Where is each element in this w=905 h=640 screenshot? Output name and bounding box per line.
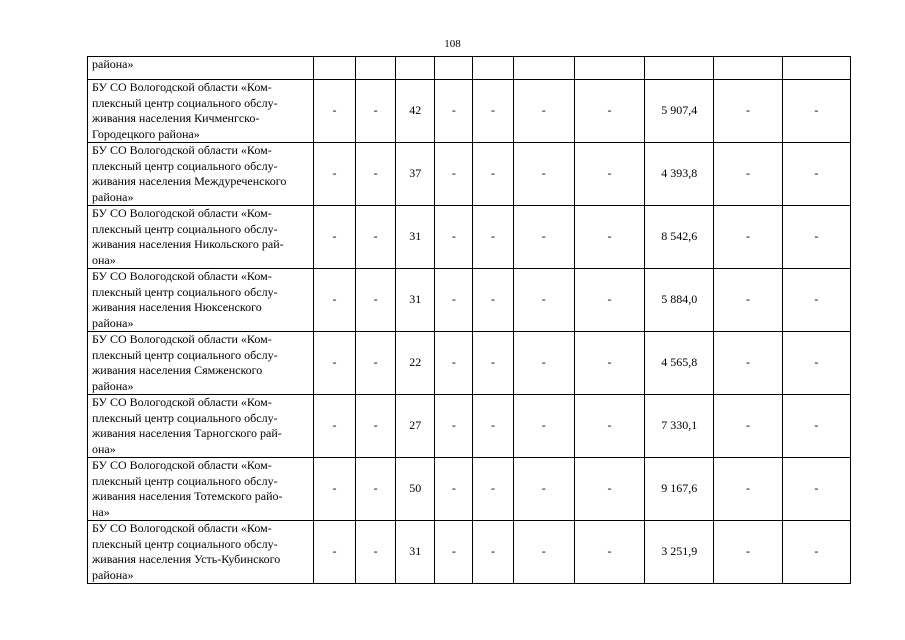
value-cell-c1: - bbox=[313, 80, 355, 143]
value-cell-c10: - bbox=[782, 80, 850, 143]
organization-name-line: плексный центр социального обслу- bbox=[92, 473, 278, 488]
organization-name-line: плексный центр социального обслу- bbox=[92, 95, 278, 110]
organization-name-line: она» bbox=[92, 252, 116, 267]
value-cell-c4: - bbox=[435, 206, 473, 269]
value-cell-c10: - bbox=[782, 206, 850, 269]
value-cell-c2: - bbox=[356, 332, 396, 395]
table-row bbox=[88, 332, 851, 395]
organization-name-cell bbox=[88, 80, 314, 143]
organization-name-line: БУ СО Вологодской области «Ком- bbox=[92, 521, 272, 535]
value-cell-c9: - bbox=[714, 269, 782, 332]
organization-name-line: она» bbox=[92, 441, 116, 456]
empty-cell bbox=[574, 57, 644, 80]
value-cell-c4: - bbox=[435, 332, 473, 395]
value-cell-c6: - bbox=[513, 269, 574, 332]
value-cell-c8: 4 393,8 bbox=[645, 143, 714, 206]
value-cell-c7: - bbox=[574, 80, 644, 143]
empty-cell bbox=[356, 57, 396, 80]
organization-name-line: района» bbox=[92, 315, 134, 330]
organization-name-line: живания населения Сямженского bbox=[92, 363, 263, 377]
value-cell-c7: - bbox=[574, 395, 644, 458]
value-cell-c2: - bbox=[356, 458, 396, 521]
organization-name-line: БУ СО Вологодской области «Ком- bbox=[92, 269, 272, 283]
value-cell-c6: - bbox=[513, 80, 574, 143]
organization-name-line: плексный центр социального обслу- bbox=[92, 158, 278, 173]
value-cell-c5: - bbox=[473, 80, 513, 143]
value-cell-c7: - bbox=[574, 206, 644, 269]
organization-name-line: плексный центр социального обслу- bbox=[92, 347, 278, 362]
value-cell-c5: - bbox=[473, 332, 513, 395]
value-cell-c8: 4 565,8 bbox=[645, 332, 714, 395]
organization-name-line: района» bbox=[92, 378, 134, 393]
value-cell-c4: - bbox=[435, 143, 473, 206]
value-cell-c2: - bbox=[356, 80, 396, 143]
page-number: 108 bbox=[444, 38, 461, 50]
value-cell-c6: - bbox=[513, 332, 574, 395]
continuation-row bbox=[88, 57, 851, 80]
value-cell-c1: - bbox=[313, 269, 355, 332]
value-cell-c9: - bbox=[714, 332, 782, 395]
empty-cell bbox=[714, 57, 782, 80]
organization-name-line: БУ СО Вологодской области «Ком- bbox=[92, 458, 272, 472]
organization-name-line: плексный центр социального обслу- bbox=[92, 284, 278, 299]
value-cell-c4: - bbox=[435, 521, 473, 584]
organization-name-line: района» bbox=[92, 189, 134, 204]
value-cell-c3: 31 bbox=[396, 521, 435, 584]
organization-name-line: плексный центр социального обслу- bbox=[92, 221, 278, 236]
value-cell-c3: 42 bbox=[396, 80, 435, 143]
value-cell-c1: - bbox=[313, 332, 355, 395]
value-cell-c9: - bbox=[714, 80, 782, 143]
value-cell-c4: - bbox=[435, 269, 473, 332]
value-cell-c5: - bbox=[473, 206, 513, 269]
organization-name-line: живания населения Нюксенского bbox=[92, 300, 262, 314]
value-cell-c7: - bbox=[574, 143, 644, 206]
value-cell-c10: - bbox=[782, 458, 850, 521]
value-cell-c6: - bbox=[513, 521, 574, 584]
organization-name-line: живания населения Междуреченского bbox=[92, 174, 287, 188]
value-cell-c2: - bbox=[356, 395, 396, 458]
organization-name-cell bbox=[88, 269, 314, 332]
organization-name-line: БУ СО Вологодской области «Ком- bbox=[92, 80, 272, 94]
value-cell-c5: - bbox=[473, 269, 513, 332]
value-cell-c3: 50 bbox=[396, 458, 435, 521]
table-row bbox=[88, 395, 851, 458]
value-cell-c9: - bbox=[714, 206, 782, 269]
value-cell-c3: 27 bbox=[396, 395, 435, 458]
value-cell-c8: 8 542,6 bbox=[645, 206, 714, 269]
organization-name-line: живания населения Усть-Кубинского bbox=[92, 552, 281, 566]
organization-name-cell bbox=[88, 332, 314, 395]
value-cell-c4: - bbox=[435, 458, 473, 521]
organization-name-cell bbox=[88, 395, 314, 458]
organization-name-cell bbox=[88, 143, 314, 206]
table-row bbox=[88, 269, 851, 332]
value-cell-c5: - bbox=[473, 395, 513, 458]
organization-name-cell bbox=[88, 206, 314, 269]
continuation-cell: района» bbox=[88, 57, 314, 80]
organization-name-line: плексный центр социального обслу- bbox=[92, 410, 278, 425]
value-cell-c9: - bbox=[714, 395, 782, 458]
value-cell-c8: 5 907,4 bbox=[645, 80, 714, 143]
value-cell-c7: - bbox=[574, 269, 644, 332]
empty-cell bbox=[513, 57, 574, 80]
value-cell-c9: - bbox=[714, 521, 782, 584]
value-cell-c10: - bbox=[782, 521, 850, 584]
organization-name-line: живания населения Тотемского райо- bbox=[92, 489, 283, 503]
empty-cell bbox=[313, 57, 355, 80]
table-row bbox=[88, 521, 851, 584]
organization-name-line: БУ СО Вологодской области «Ком- bbox=[92, 143, 272, 157]
empty-cell bbox=[473, 57, 513, 80]
organization-name-line: Городецкого района» bbox=[92, 126, 200, 141]
value-cell-c1: - bbox=[313, 143, 355, 206]
organization-name-line: живания населения Кичменгско- bbox=[92, 111, 260, 125]
organization-name-line: БУ СО Вологодской области «Ком- bbox=[92, 332, 272, 346]
table-row bbox=[88, 458, 851, 521]
value-cell-c5: - bbox=[473, 521, 513, 584]
empty-cell bbox=[396, 57, 435, 80]
table-row bbox=[88, 143, 851, 206]
value-cell-c8: 5 884,0 bbox=[645, 269, 714, 332]
value-cell-c1: - bbox=[313, 521, 355, 584]
data-table bbox=[87, 56, 851, 584]
value-cell-c8: 9 167,6 bbox=[645, 458, 714, 521]
value-cell-c4: - bbox=[435, 395, 473, 458]
organization-name-line: БУ СО Вологодской области «Ком- bbox=[92, 206, 272, 220]
value-cell-c10: - bbox=[782, 269, 850, 332]
value-cell-c1: - bbox=[313, 395, 355, 458]
value-cell-c6: - bbox=[513, 206, 574, 269]
value-cell-c7: - bbox=[574, 458, 644, 521]
value-cell-c8: 7 330,1 bbox=[645, 395, 714, 458]
value-cell-c3: 22 bbox=[396, 332, 435, 395]
organization-name-line: на» bbox=[92, 504, 110, 519]
organization-name-line: плексный центр социального обслу- bbox=[92, 536, 278, 551]
value-cell-c2: - bbox=[356, 269, 396, 332]
value-cell-c1: - bbox=[313, 206, 355, 269]
value-cell-c6: - bbox=[513, 458, 574, 521]
value-cell-c1: - bbox=[313, 458, 355, 521]
value-cell-c10: - bbox=[782, 395, 850, 458]
value-cell-c5: - bbox=[473, 458, 513, 521]
value-cell-c7: - bbox=[574, 332, 644, 395]
value-cell-c10: - bbox=[782, 332, 850, 395]
value-cell-c3: 37 bbox=[396, 143, 435, 206]
empty-cell bbox=[435, 57, 473, 80]
value-cell-c3: 31 bbox=[396, 206, 435, 269]
value-cell-c9: - bbox=[714, 143, 782, 206]
organization-name-line: района» bbox=[92, 567, 134, 582]
table-row bbox=[88, 206, 851, 269]
organization-name-line: БУ СО Вологодской области «Ком- bbox=[92, 395, 272, 409]
organization-name-cell bbox=[88, 521, 314, 584]
value-cell-c3: 31 bbox=[396, 269, 435, 332]
empty-cell bbox=[782, 57, 850, 80]
value-cell-c2: - bbox=[356, 206, 396, 269]
value-cell-c4: - bbox=[435, 80, 473, 143]
empty-cell bbox=[645, 57, 714, 80]
value-cell-c6: - bbox=[513, 143, 574, 206]
value-cell-c8: 3 251,9 bbox=[645, 521, 714, 584]
value-cell-c6: - bbox=[513, 395, 574, 458]
table-row bbox=[88, 80, 851, 143]
value-cell-c10: - bbox=[782, 143, 850, 206]
value-cell-c2: - bbox=[356, 521, 396, 584]
value-cell-c7: - bbox=[574, 521, 644, 584]
value-cell-c2: - bbox=[356, 143, 396, 206]
value-cell-c9: - bbox=[714, 458, 782, 521]
organization-name-cell bbox=[88, 458, 314, 521]
organization-name-line: живания населения Никольского рай- bbox=[92, 237, 284, 251]
value-cell-c5: - bbox=[473, 143, 513, 206]
organization-name-line: живания населения Тарногского рай- bbox=[92, 426, 282, 440]
